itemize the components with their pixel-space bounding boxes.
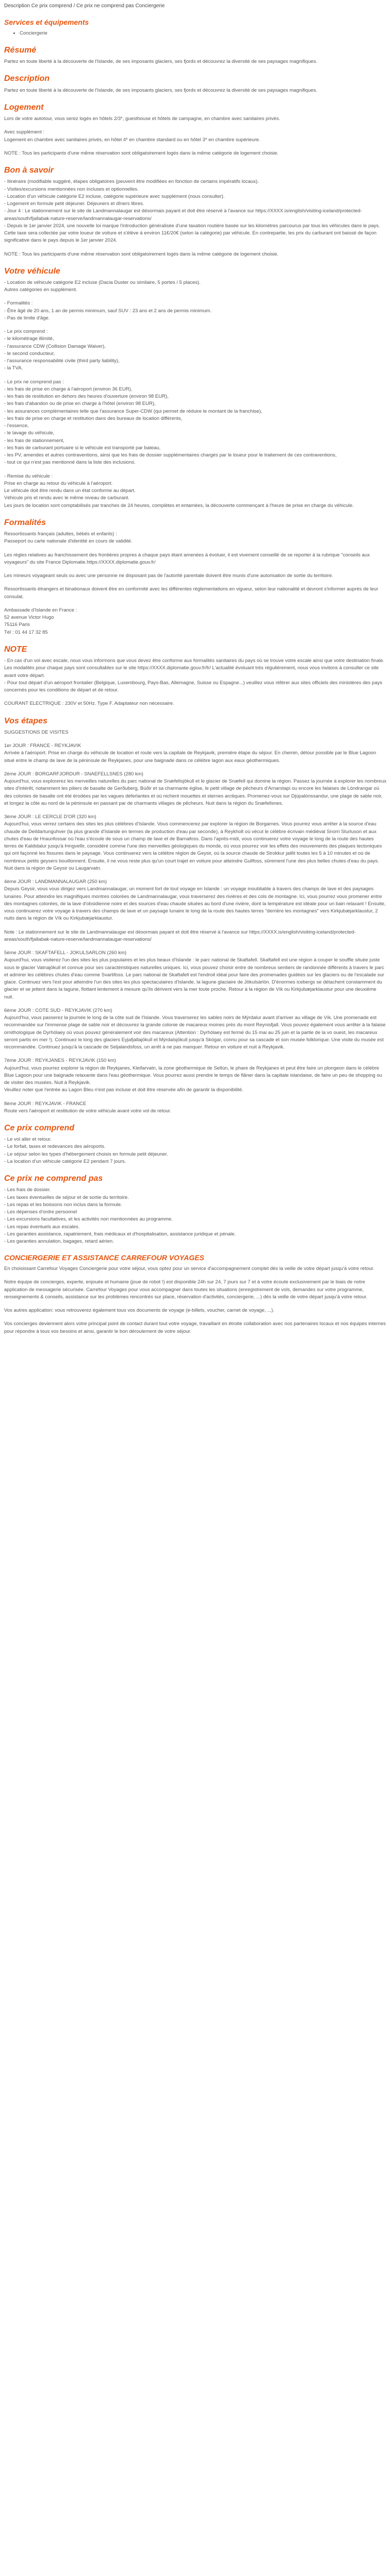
note-paragraph: COURANT ELECTRIQUE : 230V et 50Hz. Type F. Adaptateur non nécessaire. [4,701,174,707]
formalites-title: Formalités [4,518,46,527]
etape-day: 3ème JOUR : LE CERCLE D'OR (320 km) Aujourd'hui, vous verrez certains des sites les plus célèbres d'Islande. Vous commencerez par explorer la région de Borgarnes. Vous pourrez vous arrêter à la source d'eau chaude de Deildartunguhver (la plus grande d'Islande en termes de production d'eau par seconde), à Reykholt où vécut le célèbre écrivain médiéval Snorri Sturluson et aux chutes d'eau de Hraunfossar où l'eau s'écoule de sous un champ de lave et de Barnafoss. Dans l'après-midi, vous continuerez votre voyage le long de la route des hautes terres de Kaldidalur jusqu'à Þingvellir, considéré comme l'une des merveilles géologiques du monde, où vous pourrez voir les effets des mouvements des plaques tectoniques qui ont façonné les fissures dans le paysage. Vous continuerez vers la célèbre région de Geysir, où la source chaude de Strokkur jaillit toutes les 5 à 10 minutes et où de nombreux petits geysers bouillonnent. Ensuite, il ne vous reste plus qu'un court trajet en voiture pour atteindre Gullfoss, sûrement l'une des plus belles chutes d'eau du pays. Nuit dans la région de Geysir ou Laugarvatn. [4,814,382,871]
note-section [4,645,387,708]
conciergerie-paragraph: Vos autres application: vous retrouverez également tous vos documents de voyage (e-billets, voucher, carnet de voyage, ...). [4,1308,274,1314]
bon-a-savoir-paragraph: - Itinéraire (modifiable suggéré, étapes obligatoires (peuvent être modifiées en fonction de certains impératifs locaux). - Visites/excursions mentionnées non incluses et optionnelles. - Location d'un véhicule catégorie E2 incluse, catégorie supérieure avec supplément (nous consulter). - Logement en formule petit déjeuner. Déjeuners et dîners libres. - Jour 4 : Le stationnement sur le site de Landmannalaugar est désormais payant et doit être réservé à l'avance sur https://XXXX.is/english/visiting-iceland/protected-areas/south/fjallabak-nature-reserve/landmannalaugar-reservations/ - Depuis le 1er janvier 2024, une nouvelle loi marque l'introduction généralisée d'une taxation routière basée sur les kilomètres parcourus par tous les véhicules dans le pays. Cette taxe sera collectée par votre loueur de voiture et s'élève à environ 11€/20€ (selon la catégorie) par véhicule. En contrepartie, les prix du carburant ont baissé de façon significative dans le pays depuis le 1er janvier 2024. [4,179,380,244]
note-title: NOTE [4,645,27,654]
etape-day: 5ème JOUR : SKAFTAFELL - JOKULSARLON (260 km) Aujourd'hui, vous visiterez l'un des sites les plus populaires et les plus beaux d'Islande : le parc national de Skaftafell. Skaftafell est une région à couper le souffle située juste sous le glacier Vatnajökull et connue pour ses caractéristiques naturelles uniques. Ici, vous pouvez choisir entre de nombreux sentiers de randonnée différents à travers le parc et admirer les célèbres chutes d'eau comme Svartifoss. Le parc national de Skaftafell est l'endroit idéal pour faire des promenades guidées sur les glaciers ou de l'escalade sur glace. Continuez vers l'est pour atteindre l'un des sites les plus spectaculaires d'Islande, la lagune glaciaire de Jökulsárlón. D'énormes icebergs se détachent constamment du glacier et se jettent dans la lagune, flottant lentement à mesure qu'ils dérivent vers la mer toute proche. Retour à la région de Vík ou Kirkjubæjarklaustur pour une deuxième nuit. [4,950,384,1000]
etape-day: 1er JOUR : FRANCE - REYKJAVIK Arrivée à l'aéroport. Prise en charge du véhicule de location et route vers la capitale de Reykjavik, première étape du séjour. En chemin, détour possible par le Blue Lagoon situé entre le champ de lave de la péninsule de Reykjanes, pour une baignade dans ce célèbre lagon aux eaux géothermiques. [4,743,377,764]
note-paragraph: - En cas d'un vol avec escale, nous vous informons que vous devez être conforme aux formalités sanitaires du pays où se trouve votre escale ainsi que votre destination finale. Les modalités pour chaque pays sont consultables sur le site https://XXXX.diplomatie.gouv.fr/fr/ L'actualité évoluant très régulièrement, nous vous invitons à consulter ce site avant votre départ. - Pour tout départ d'un aéroport frontalier (Belgique, Luxembourg, Pays-Bas, Allemagne, Suisse ou Espagne...) veuillez vous référer aux sites officiels des ministères des pays concernés pour les conditions de départ et de retour. [4,658,384,693]
bon-a-savoir-paragraph: NOTE : Tous les participants d'une même réservation sont obligatoirement logés dans la même catégorie de logement choisie. [4,251,279,257]
etape-day: 8ème JOUR : REYKJAVIK - FRANCE Route vers l'aéroport et restitution de votre véhicule avant votre vol de retour. [4,1100,171,1114]
resume-text: Partez en toute liberté à la découverte de l'Islande, de ses imposants glaciers, ses fjords et découvrez la diversité de ses paysages magnifiques. [4,59,317,65]
formalites-section [4,518,387,636]
description-title: Description [4,74,50,83]
prix-ne-comprend-section [4,1174,387,1245]
vehicule-section [4,266,387,510]
services-list [4,30,387,37]
etape-day: 4ème JOUR : LANDMANNALAUGAR (250 km) Depuis Geysir, vous vous dirigez vers Landmannalaugar, un moment fort de tout voyage en Islande : un voyage inoubliable à travers des champs de lave et des paysages lunaires. Pour atteindre les magnifiques montres colorées de Landmannalaugar, vous traverserez des rivières et des cols de montagne. Ici, vous pourrez vous promener entre des montagnes colorées, de la lave d'obsidienne noire et des sources d'eau chaude situées au bord d'une rivière, dont la température est idéale pour un bain relaxant ! Ensuite, vous continuerez votre voyage à travers des champs de lave et un paysage lunaire le long de la route des hautes terres "derrière les montagnes" vers Kirkjubæjarklaustur, 2 nuits dans la région de Vík ou Kirkjubæjarklaustur. [4,879,386,922]
conciergerie-section [4,1253,387,1335]
conciergerie-paragraph: Vos concierges deviennent alors votre principal point de contact durant tout votre voyage, travaillant en étroite collaboration avec nos partenaires locaux et nos équipes internes pour répondre à tous vos besoins et ainsi, garantir le bon déroulement de votre séjour. [4,1321,386,1334]
logement-paragraph: NOTE : Tous les participants d'une même réservation sont obligatoirement logés dans la même catégorie de logement choisie. [4,150,279,156]
vehicule-paragraph: - Formalités : - Être âgé de 20 ans, 1 an de permis minimum, sauf SUV : 23 ans et 2 ans de permis minimum. - Pas de limite d'âge. [4,300,211,321]
prix-comprend-text: - Le vol aller et retour. - Le forfait, taxes et redevances des aéroports. - Le séjour selon les types d'hébergement choisis en formule petit déjeuner. - La location d'un véhicule catégorie E2 pendant 7 jours. [4,1137,168,1164]
prix-ne-comprend-text: - Les frais de dossier. - Les taxes éventuelles de séjour et de sortie du territoire. - Les repas et les boissons non inclus dans la formule. - Les dépenses d'ordre personnel - Les excursions facultatives, et les activités non mentionnées au programme. - Les repas éventuels aux escales. - Les garanties assistance, rapatriement, frais médicaux et d'hospitalisation, assistance juridique et pénale. - Les garanties annulation, bagages, retard aérien. [4,1187,236,1245]
etape-note: Note : Le stationnement sur le site de Landmannalaugar est désormais payant et doit être réservé à l'avance sur https://XXXX.is/english/visiting-iceland/protected-areas/south/fjallabak-nature-reserve/landmannalaugar-reservations/ [4,929,356,942]
etapes-title: Vos étapes [4,716,47,725]
prix-comprend-section [4,1123,387,1165]
bon-a-savoir-title: Bon à savoir [4,166,54,175]
vehicule-paragraph: - Le prix ne comprend pas : - les frais de prise en charge à l'aéroport (environ 36 EUR), - les frais de restitution en dehors des heures d'ouverture (environ 98 EUR), - les frais d'abandon ou de prise en charge à l'hôtel (environ 98 EUR), - les assurances complémentaires telle que l'assurance Super-CDW (qui permet de réduire le montant de la franchise), - les frais de prise en charge et restitution dans des bureaux de location différents, - l'essence, - le lavage du véhicule, - les frais de stationnement, - les frais de carburant portuaire si le véhicule est transporté par bateau, - les PV, amendes et autres contraventions, ainsi que les frais de dossier supplémentaires chargés par le loueur pour le traitement de ces contraventions, - tout ce qui n'est pas mentionné dans la liste des inclusions. [4,379,337,466]
description-text: Partez en toute liberté à la découverte de l'Islande, de ses imposants glaciers, ses fjords et découvrez la diversité de ses paysages magnifiques. [4,87,317,93]
vehicule-paragraph: - Le prix comprend : - le kilométrage illimité, - l'assurance CDW (Collision Damage Waiver), - le second conducteur, - l'assurance responsabilité civile (third party liability), - la TVA. [4,329,120,371]
etape-day: 7ème JOUR : REYKJANES - REYKJAVIK (150 km) Aujourd'hui, vous pourrez explorer la région de Reykjanes, Kleifarvatn, la zone géothermique de Seltún, le phare de Reykjanes et peut être faire un plongeon dans le célèbre Blue Lagoon pour une baignade relaxante dans l'eau géothermique. Vous pourrez aussi prendre le temps de flâner dans la capitale islandaise, de faire un peu de shopping ou de visiter des musées. Nuit à Reykjavik. Veuillez noter que l'entrée au Lagon Bleu n'est pas incluse et doit être réservée afin de garantir la disponibilité. [4,1058,382,1093]
vehicule-paragraph: - Remise du véhicule : Prise en charge au retour du véhicule à l'aéroport. Le véhicule doit être rendu dans un état conforme au départ. Véhicule pris et rendu avec le même niveau de carburant. Les jours de location sont comptabilisés par tranches de 24 heures, complètes et entamées, la découverte commençant à l'heure de prise en charge du véhicule. [4,473,354,509]
etape-day: 2ème JOUR : BORGARFJORDUR - SNAEFELLSNES (280 km) Aujourd'hui, vous explorerez les merveilles naturelles du parc national de Snæfellsjökull et le glacier de Snæfell qui domine la région. Passez la journée à explorer les nombreux sites d'intérêt, notamment les piliers de basalte de Gerðuberg, Búðir et sa charmante église, le petit village de pêcheurs d'Arnarstapi ou encore les falaises de Lóndrangar où des colonies de basalte ont été érodées par les vagues déferlantes et où nichent mouettes et sternes arctiques. Promenez-vous sur Djúpalónssandur, une plage de sable noir, et longez la côte au nord de la péninsule en passant par de charmants villages de pêcheurs. Nuit dans la région du Snæfellsnes. [4,771,387,806]
resume-section [4,45,387,65]
header-tabs-line: Description Ce prix comprend / Ce prix ne comprend pas Conciergerie [4,3,165,9]
description-section [4,74,387,94]
services-title: Services et équipements [4,18,89,26]
services-item: • Conciergerie [20,30,387,37]
logement-paragraph: Lors de votre autotour, vous serez logés en hôtels 2/3*, guesthouse et hôtels de campagne, en chambre avec sanitaires privés. [4,116,280,122]
conciergerie-title: CONCIERGERIE ET ASSISTANCE CARREFOUR VOYAGES [4,1253,204,1262]
formalites-paragraph: Les mineurs voyageant seuls ou avec une personne ne disposant pas de l'autorité parentale doivent être munis d'une autorisation de sortie du territoire. [4,573,333,579]
formalites-paragraph: Les règles relatives au franchissement des frontières propres à chaque pays étant amenées à évoluer, il est vivement conseillé de se reporter à la rubrique "conseils aux voyageurs" du site France Diplomatie.https://XXXX.diplomatie.gouv.fr/ [4,552,370,565]
etape-day: 6ème JOUR : COTE SUD - REYKJAVIK (270 km) Aujourd'hui, vous passerez la journée le long de la côte sud de l'Islande. Vous traverserez les sables noirs de Mýrdalur avant d'arriver au village de Vík. Une promenade est recommandée sur l'immense plage de sable noir et découvrez la grande colonie de macareux moines près du mont Reynisfjall. Vous pouvez également vous arrêter à la falaise ornithologique de Dyrhólaey où vous pouvez généralement voir des macareux (Attention : Dyrhólaey est fermé du 15 mai au 25 juin et la partie de la vo ouest, les macareux seront partis en mer !). Continuez le long des glaciers Eyjafjallajökull et Mýrdalsjökull jusqu'à Skógar, connu pour sa cascade et son musée folklorique. Une visite du musée est recommandée. Continuez jusqu'à la cascade de Seljalandsfoss, un arrêt à ne pas manquer. Retour en voiture et nuit à Reykjavik. [4,1007,386,1050]
logement-title: Logement [4,103,44,112]
services-section [4,18,387,37]
etapes-subtitle: SUGGESTIONS DE VISITES [4,729,69,735]
page [0,2,391,1348]
logement-paragraph: Avec supplément : Logement en chambre avec sanitaires privés, en hôtel 4* en chambre standard ou en hôtel 3* en chambre supérieure. [4,129,260,143]
resume-title: Résumé [4,46,37,55]
vehicule-title: Votre véhicule [4,266,60,276]
formalites-paragraph: Ambassade d'Islande en France : 52 avenue Victor Hugo 75116 Paris Tél : 01 44 17 32 85 [4,607,77,635]
conciergerie-paragraph: Notre équipe de concierges, experte, enjouée et humaine (joue de robot !) est disponible 24h sur 24, 7 jours sur 7 et à votre écoute exclusivement par le biais de notre application de messagerie sécurisée. Carrefour Voyages pour vous accompagner dans toutes les situations (enregistrement de vols, demandes sur votre programme, renseignements & conseils, assistance sur les problèmes rencontrés sur place, réservation d'activités, conciergerie, ...) dès la veille de votre départ jusqu'à votre retour. [4,1279,368,1300]
vehicule-paragraph: - Location de véhicule catégorie E2 incluse (Dacia Duster ou similaire, 5 portes / 5 places). Autres catégories en supplément. [4,279,201,293]
conciergerie-paragraph: En choisissant Carrefour Voyages Conciergerie pour votre séjour, vous optez pour un service d'accompagnement complet dès la veille de votre départ jusqu'à votre retour. [4,1266,374,1272]
logement-section [4,103,387,157]
bon-a-savoir-section [4,165,387,258]
formalites-paragraph: Ressortissants français (adultes, bébés et enfants) : Passeport ou carte nationale d'identité en cours de validité. [4,531,133,545]
etapes-section [4,716,387,1115]
prix-comprend-title: Ce prix comprend [4,1124,75,1133]
prix-ne-comprend-title: Ce prix ne comprend pas [4,1174,103,1183]
formalites-paragraph: Ressortissants étrangers et binationaux doivent être en conformité avec les différentes réglementations en vigueur, selon leur nationalité et devront s'informer auprès de leur consulat. [4,586,379,600]
